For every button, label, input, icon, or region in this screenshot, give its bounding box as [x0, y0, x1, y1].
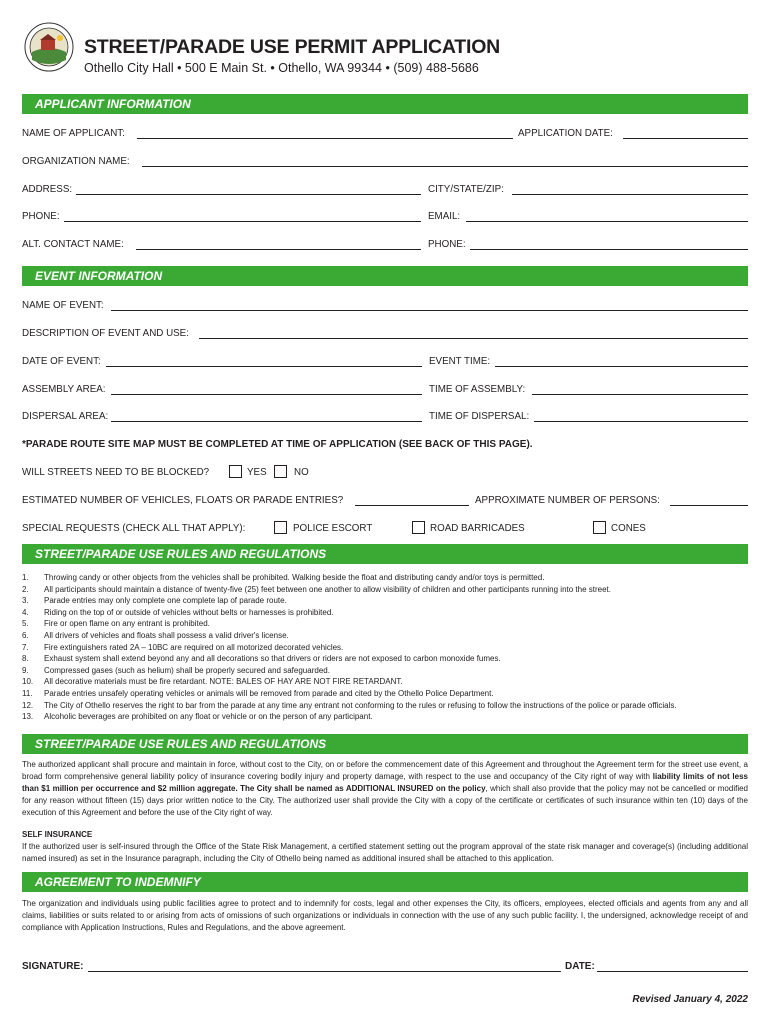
streets-blocked-question: WILL STREETS NEED TO BE BLOCKED?	[22, 467, 210, 478]
rule-item	[22, 618, 748, 630]
vehicles-count-label: ESTIMATED NUMBER OF VEHICLES, FLOATS OR PARADE ENTRIES?	[22, 495, 344, 506]
city-seal-logo	[24, 22, 74, 72]
assembly-area-label: ASSEMBLY AREA:	[22, 384, 106, 395]
no-checkbox[interactable]	[274, 465, 287, 478]
yes-checkbox[interactable]	[229, 465, 242, 478]
revised-date: Revised January 4, 2022	[632, 994, 748, 1005]
signature-date-label: DATE:	[565, 961, 595, 972]
police-escort-checkbox[interactable]	[274, 521, 287, 534]
indemnify-section-header: AGREEMENT TO INDEMNIFY	[22, 872, 748, 892]
event-time-field[interactable]	[495, 366, 748, 367]
persons-count-label: APPROXIMATE NUMBER OF PERSONS:	[475, 495, 660, 506]
organization-name-label: ORGANIZATION NAME:	[22, 156, 130, 167]
rule-item	[22, 665, 748, 677]
event-name-field[interactable]	[111, 310, 748, 311]
road-barricades-checkbox[interactable]	[412, 521, 425, 534]
rule-text: Riding on the top of or outside of vehicles without belts or harnesses is prohibited.	[44, 607, 334, 617]
cones-label: CONES	[611, 523, 646, 534]
rule-item	[22, 653, 748, 665]
rule-item	[22, 595, 748, 607]
address-field[interactable]	[76, 194, 421, 195]
phone-field[interactable]	[64, 221, 421, 222]
rule-number: 10.	[22, 677, 34, 687]
rule-text: All drivers of vehicles and floats shall possess a valid driver's license.	[44, 630, 289, 640]
application-date-label: APPLICATION DATE:	[518, 128, 613, 139]
rule-item	[22, 607, 748, 619]
assembly-area-field[interactable]	[111, 394, 422, 395]
self-insurance-heading: SELF INSURANCE	[22, 830, 93, 839]
police-escort-label: POLICE ESCORT	[293, 523, 373, 534]
rule-number: 7.	[22, 642, 29, 652]
address-label: ADDRESS:	[22, 184, 73, 195]
event-section-header: EVENT INFORMATION	[22, 266, 748, 286]
rule-number: 8.	[22, 654, 29, 664]
rule-text: Alcoholic beverages are prohibited on any float or vehicle or on the person of any participant.	[44, 712, 373, 722]
organization-name-field[interactable]	[142, 166, 748, 167]
email-label: EMAIL:	[428, 211, 461, 222]
rule-number: 12.	[22, 700, 34, 710]
event-description-field[interactable]	[199, 338, 748, 339]
dispersal-area-field[interactable]	[111, 421, 422, 422]
rule-text: Parade entries unsafely operating vehicles or animals will be removed from parade and cited by the Othello Police Department.	[44, 688, 494, 698]
event-description-label: DESCRIPTION OF EVENT AND USE:	[22, 328, 189, 339]
signature-field[interactable]	[88, 971, 561, 972]
road-barricades-label: ROAD BARRICADES	[430, 523, 525, 534]
self-insurance-text: If the authorized user is self-insured through the Office of the State Risk Management, a certified statement setting out the program approval of the state risk manager and coverage(s) (including additional named insured) as set in the Insurance paragraph, including the City of Othello being named as additional insured shall be attached to this application.	[22, 842, 748, 863]
rule-text: Parade entries may only complete one complete lap of parade route.	[44, 596, 287, 606]
page-title: STREET/PARADE USE PERMIT APPLICATION	[84, 36, 501, 58]
dispersal-time-label: TIME OF DISPERSAL:	[429, 411, 530, 422]
cones-checkbox[interactable]	[593, 521, 606, 534]
alt-phone-field[interactable]	[470, 249, 748, 250]
event-time-label: EVENT TIME:	[429, 356, 491, 367]
persons-count-field[interactable]	[670, 505, 748, 506]
assembly-time-label: TIME OF ASSEMBLY:	[429, 384, 526, 395]
email-field[interactable]	[466, 221, 748, 222]
rules-list	[22, 572, 748, 723]
dispersal-area-label: DISPERSAL AREA:	[22, 411, 109, 422]
rule-item	[22, 700, 748, 712]
rule-item	[22, 642, 748, 654]
rule-text: Exhaust system shall extend beyond any and all decorations so that drivers or riders are not exposed to carbon monoxide fumes.	[44, 654, 501, 664]
rule-item	[22, 630, 748, 642]
applicant-section-header: APPLICANT INFORMATION	[22, 94, 748, 114]
yes-label: YES	[247, 467, 267, 478]
rule-text: Fire or open flame on any entrant is prohibited.	[44, 619, 210, 629]
vehicles-count-field[interactable]	[355, 505, 469, 506]
rule-item	[22, 711, 748, 723]
rule-number: 3.	[22, 596, 29, 606]
site-map-notice: *PARADE ROUTE SITE MAP MUST BE COMPLETED AT TIME OF APPLICATION (SEE BACK OF THIS PAGE).	[22, 439, 533, 450]
rule-number: 1.	[22, 573, 29, 582]
assembly-time-field[interactable]	[532, 394, 748, 395]
rule-number: 6.	[22, 630, 29, 640]
signature-date-field[interactable]	[597, 971, 748, 972]
rule-item	[22, 676, 748, 688]
alt-contact-name-field[interactable]	[136, 249, 421, 250]
special-requests-label: SPECIAL REQUESTS (CHECK ALL THAT APPLY):	[22, 523, 246, 534]
rules-section-header: STREET/PARADE USE RULES AND REGULATIONS	[22, 544, 748, 564]
rule-text: Compressed gases (such as helium) shall be properly secured and safeguarded.	[44, 665, 330, 675]
applicant-name-field[interactable]	[137, 138, 513, 139]
rule-number: 2.	[22, 584, 29, 594]
rule-text: The City of Othello reserves the right to bar from the parade at any time any entrant not conforming to the rules or refusing to follow the instructions of the police or parade officials.	[44, 700, 677, 710]
rule-item	[22, 584, 748, 596]
rule-item	[22, 688, 748, 700]
rule-item	[22, 572, 748, 584]
city-hall-contact: Othello City Hall • 500 E Main St. • Othello, WA 99344 • (509) 488-5686	[84, 61, 479, 75]
no-label: NO	[294, 467, 309, 478]
city-state-zip-field[interactable]	[512, 194, 748, 195]
alt-phone-label: PHONE:	[428, 239, 466, 250]
dispersal-time-field[interactable]	[534, 421, 748, 422]
application-date-field[interactable]	[623, 138, 748, 139]
rule-number: 5.	[22, 619, 29, 629]
rule-number: 11.	[22, 688, 33, 698]
rule-text: Throwing candy or other objects from the vehicles shall be prohibited. Walking beside the float and distributing candy and/or toys is permitted.	[44, 573, 545, 582]
rule-number: 13.	[22, 712, 34, 722]
rule-number: 4.	[22, 607, 29, 617]
event-date-label: DATE OF EVENT:	[22, 356, 101, 367]
rule-number: 9.	[22, 665, 29, 675]
city-state-zip-label: CITY/STATE/ZIP:	[428, 184, 504, 195]
rule-text: All participants should maintain a distance of twenty-five (25) feet between one another to allow visibility of children and other participants running into the street.	[44, 584, 611, 594]
indemnify-text: The organization and individuals using public facilities agree to protect and to indemnify for costs, legal and other expenses the City, its officers, employees, elected officials and agents from any and all claims, liabilities or suits related to or arising from acts of omissions of such organizations or individuals in connection with the use of any such public facility. I, the undersigned, acknowledge receipt of and compliance with Application Instructions, Rules and Regulations, and the above agreement.	[22, 899, 748, 932]
phone-label: PHONE:	[22, 211, 60, 222]
signature-label: SIGNATURE:	[22, 961, 84, 972]
rule-text: Fire extinguishers rated 2A – 10BC are required on all motorized decorated vehicles.	[44, 642, 344, 652]
insurance-section-header: STREET/PARADE USE RULES AND REGULATIONS	[22, 734, 748, 754]
insurance-paragraph: The authorized applicant shall procure and maintain in force, without cost to the City, on or before the commencement date of this Agreement and throughout the Agreement term for the street use event, a broad form comprehensive general liability policy of insurance covering bodily injury and property damage, with respect to the use and occupancy of the City right of way with liability limits of not less than $1 million per occurrence and $2 million aggregate. The City shall be named as ADDITIONAL INSURED on the policy, which shall also provide that the policy may not be cancelled or modified for any reason without fifteen (15) days prior written notice to the City. The authorized user shall provide the City with a copy of the certificate or certificates of such insurance within ten (10) days of the execution of this Agreement and before the use of the City right of way.	[22, 760, 749, 817]
rule-text: All decorative materials must be fire retardant. NOTE: BALES OF HAY ARE NOT FIRE RETARDANT.	[44, 677, 403, 687]
event-name-label: NAME OF EVENT:	[22, 300, 104, 311]
applicant-name-label: NAME OF APPLICANT:	[22, 128, 125, 139]
alt-contact-name-label: ALT. CONTACT NAME:	[22, 239, 124, 250]
event-date-field[interactable]	[106, 366, 422, 367]
